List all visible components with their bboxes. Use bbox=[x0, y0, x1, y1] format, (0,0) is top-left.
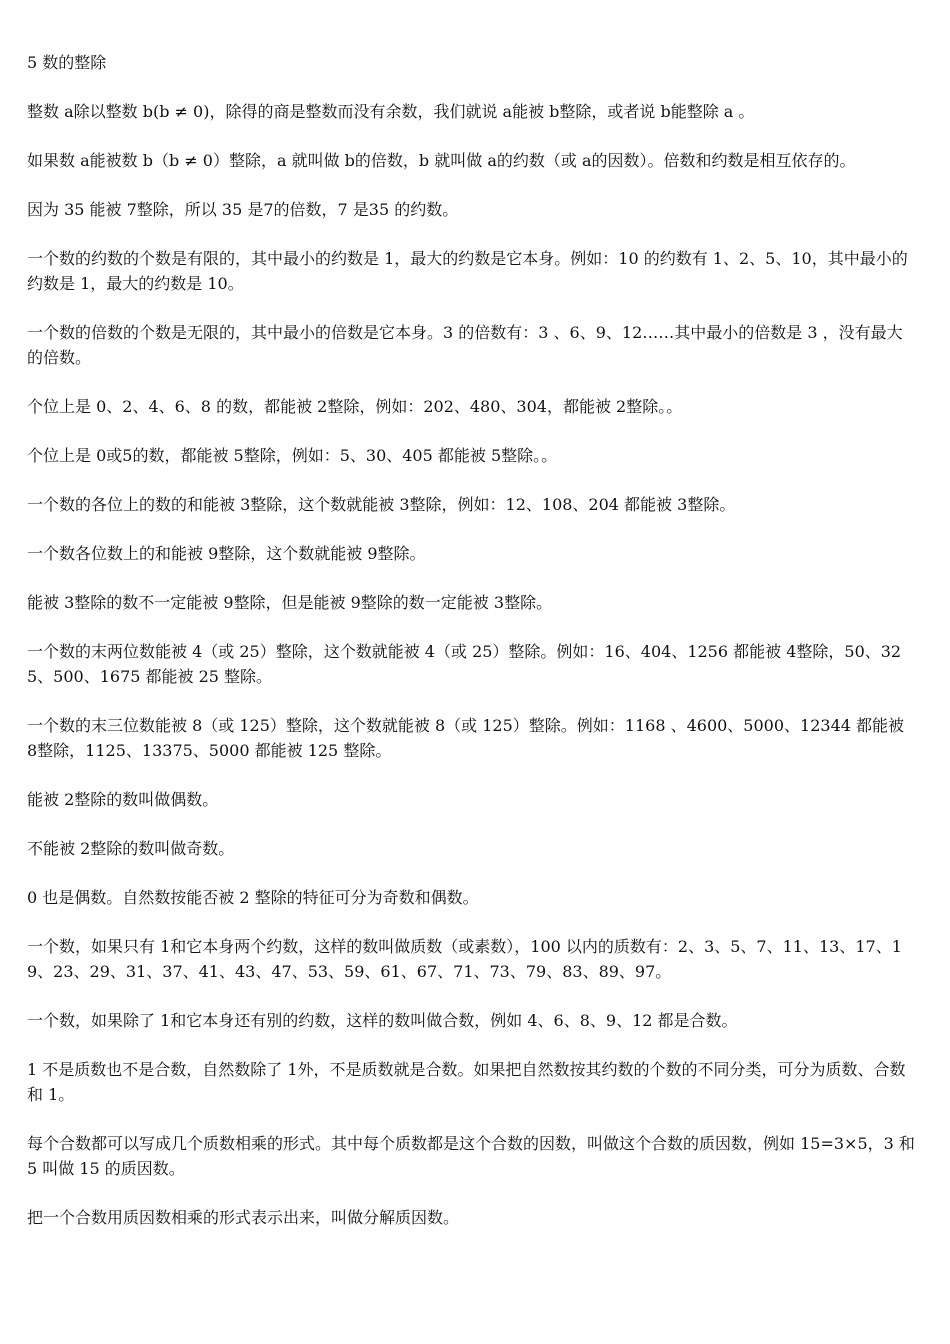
paragraph-rule-3-vs-9: 能被 3整除的数不一定能被 9整除，但是能被 9整除的数一定能被 3整除。 bbox=[27, 593, 553, 612]
paragraph-rule-9: 一个数各位数上的和能被 9整除，这个数就能被 9整除。 bbox=[27, 544, 426, 563]
paragraph-composite-definition: 一个数，如果除了 1和它本身还有别的约数，这样的数叫做合数，例如 4、6、8、9、12 都是合数。 bbox=[27, 1011, 738, 1030]
paragraph-rule-2: 个位上是 0、2、4、6、8 的数，都能被 2整除，例如：202、480、304，都能被 2整除。。 bbox=[27, 397, 683, 416]
paragraph-rule-8-125: 一个数的末三位数能被 8（或 125）整除，这个数就能被 8（或 125）整除。例如：1168 、4600、5000、12344 都能被 8整除，1125、13375、5000 都能被 125 整除。 bbox=[27, 716, 905, 760]
paragraph-multiple-count: 一个数的倍数的个数是无限的，其中最小的倍数是它本身。3 的倍数有：3 、6、9、12……其中最小的倍数是 3 ，没有最大的倍数。 bbox=[27, 323, 903, 367]
paragraph-odd-definition: 不能被 2整除的数叫做奇数。 bbox=[27, 839, 235, 858]
paragraph-multiple-divisor: 如果数 a能被数 b（b ≠ 0）整除，a 就叫做 b的倍数，b 就叫做 a的约数（或 a的因数）。倍数和约数是相互依存的。 bbox=[27, 151, 856, 170]
paragraph-prime-factors: 每个合数都可以写成几个质数相乘的形式。其中每个质数都是这个合数的因数，叫做这个合数的质因数，例如 15=3×5，3 和5 叫做 15 的质因数。 bbox=[27, 1134, 915, 1178]
paragraph-example-35: 因为 35 能被 7整除，所以 35 是7的倍数，7 是35 的约数。 bbox=[27, 200, 459, 219]
paragraph-rule-4-25: 一个数的末两位数能被 4（或 25）整除，这个数就能被 4（或 25）整除。例如：16、404、1256 都能被 4整除，50、325、500、1675 都能被 25 整除。 bbox=[27, 642, 902, 686]
paragraph-zero-even: 0 也是偶数。自然数按能否被 2 整除的特征可分为奇数和偶数。 bbox=[27, 888, 479, 907]
paragraph-one-neither: 1 不是质数也不是合数，自然数除了 1外，不是质数就是合数。如果把自然数按其约数的个数的不同分类，可分为质数、合数和 1。 bbox=[27, 1060, 906, 1104]
document-page bbox=[27, 50, 917, 1254]
paragraph-rule-5: 个位上是 0或5的数，都能被 5整除，例如：5、30、405 都能被 5整除。。 bbox=[27, 446, 558, 465]
paragraph-divisor-count: 一个数的约数的个数是有限的，其中最小的约数是 1，最大的约数是它本身。例如：10 的约数有 1、2、5、10，其中最小的约数是 1，最大的约数是 10。 bbox=[27, 249, 908, 293]
paragraph-even-definition: 能被 2整除的数叫做偶数。 bbox=[27, 790, 219, 809]
paragraph-rule-3: 一个数的各位上的数的和能被 3整除，这个数就能被 3整除，例如：12、108、204 都能被 3整除。 bbox=[27, 495, 736, 514]
paragraph-definition-divisible: 整数 a除以整数 b(b ≠ 0)，除得的商是整数而没有余数，我们就说 a能被 b整除，或者说 b能整除 a 。 bbox=[27, 102, 755, 121]
paragraph-prime-definition: 一个数，如果只有 1和它本身两个约数，这样的数叫做质数（或素数），100 以内的质数有：2、3、5、7、11、13、17、19、23、29、31、37、41、43、47、53、59、61、67、71、73、79、83、89、97。 bbox=[27, 937, 902, 981]
paragraph-prime-factorization: 把一个合数用质因数相乘的形式表示出来，叫做分解质因数。 bbox=[27, 1208, 460, 1227]
document-title: 5 数的整除 bbox=[27, 53, 107, 72]
